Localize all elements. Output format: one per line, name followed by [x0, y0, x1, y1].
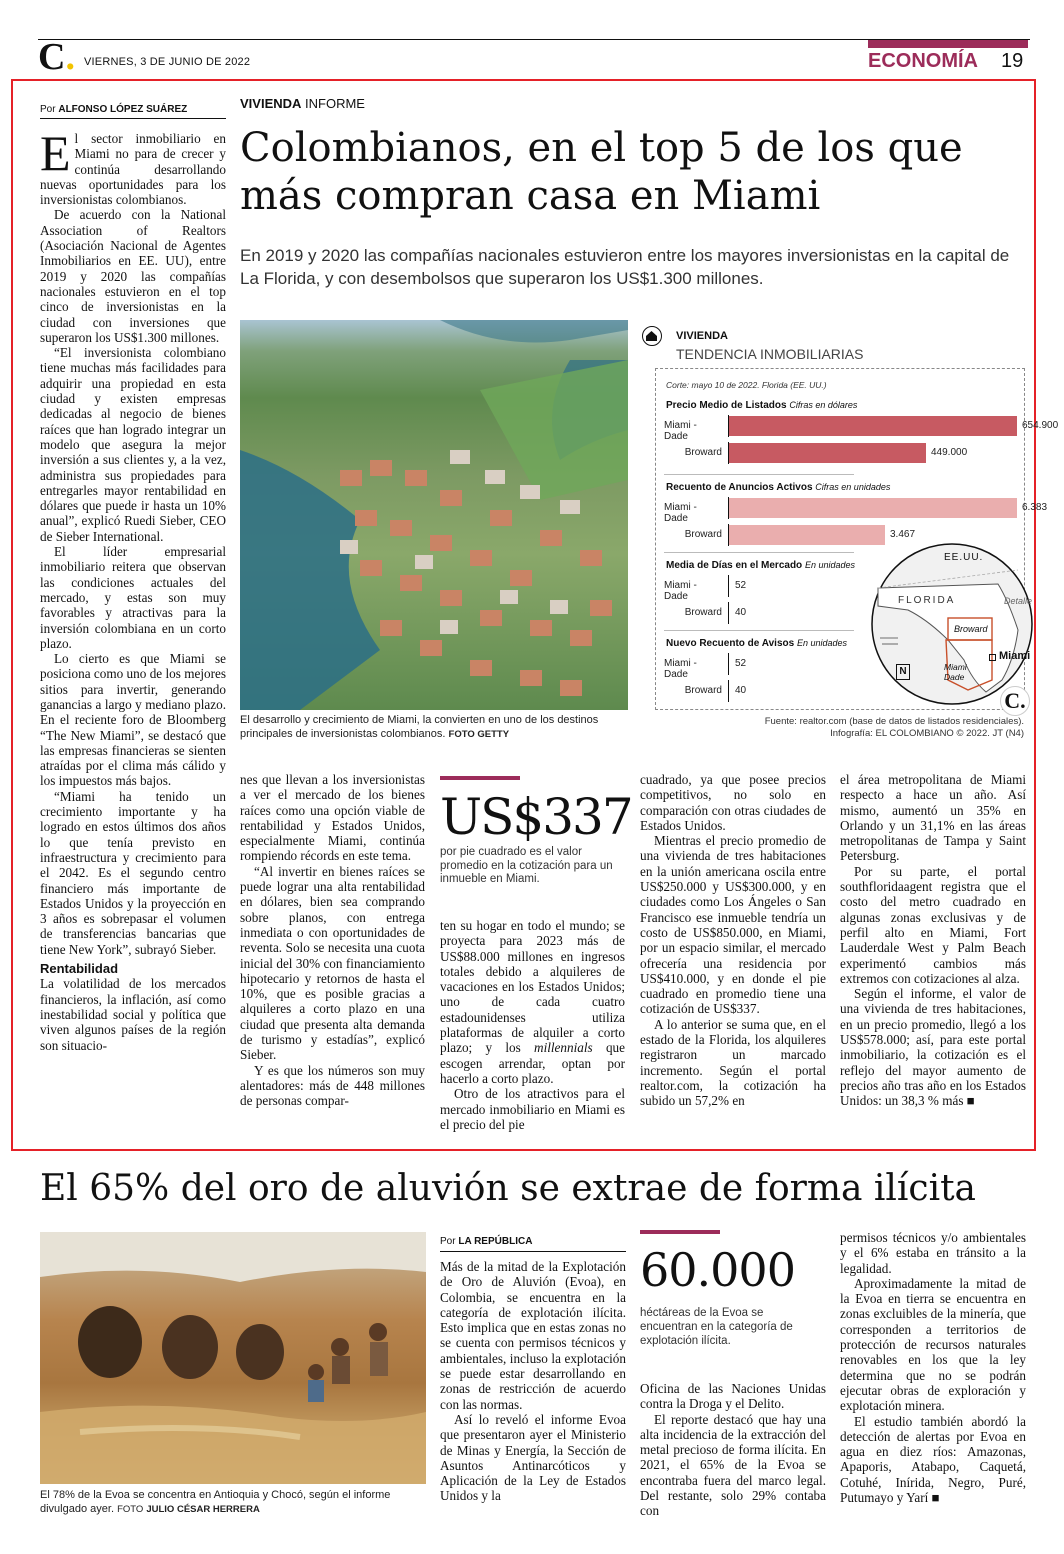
- chart-separator: [664, 474, 854, 475]
- byline: Por ALFONSO LÓPEZ SUÁREZ: [40, 104, 188, 115]
- article2-headline: El 65% del oro de aluvión se extrae de forma ilícita: [40, 1168, 977, 1209]
- article2-column-2: Oficina de las Naciones Unidas contra la Droga y el Delito. El reporte destacó que hay una alta incidencia de la extracción del metal precioso de forma ilícita. En 2021, el 65% de la Evoa se encontraba fuera del marco legal. Del restante, solo 29% contaba con: [640, 1381, 826, 1519]
- chart-category-label: Broward: [684, 685, 722, 696]
- chart-category-label: Miami - Dade: [664, 502, 697, 524]
- headline: Colombianos, en el top 5 de los que más compran casa en Miami: [240, 125, 963, 219]
- map-country-label: EE.UU.: [944, 552, 984, 563]
- chart-category-label: Miami - Dade: [664, 420, 697, 442]
- infographic-kicker: VIVIENDA: [676, 330, 728, 342]
- infographic-source: Fuente: realtor.com (base de datos de listados residenciales).: [764, 716, 1024, 727]
- miami-photo-caption: El desarrollo y crecimiento de Miami, la convierten en uno de los destinos principales de inversionistas colombianos. FOTO GETTY: [240, 714, 599, 740]
- florida-map: [868, 540, 1036, 708]
- chart-category-label: Miami - Dade: [664, 658, 697, 680]
- chart-separator: [664, 552, 854, 553]
- deck: En 2019 y 2020 las compañías nacionales estuvieron entre los mayores inversionistas en la capital de La Florida, y con desembolsos que superaron los US$1.300 millones.: [240, 246, 1010, 288]
- chart-separator: [664, 630, 854, 631]
- miami-marker-icon: [989, 654, 996, 661]
- infographic-house-icon: [642, 326, 662, 346]
- map-detail-label: Detalle: [1004, 596, 1033, 606]
- page-number: 19: [1001, 50, 1024, 72]
- chart-title: Media de Días en el Mercado En unidades: [666, 560, 855, 571]
- article2-pullquote-rule: [640, 1230, 720, 1234]
- chart-category-label: Broward: [684, 607, 722, 618]
- chart-bar: [729, 416, 1017, 436]
- chart-title: Precio Medio de Listados Cifras en dólares: [666, 400, 858, 411]
- article2-column-1: Más de la mitad de la Explotación de Oro de Aluvión (Evoa), en Colombia, se encuentra en la categoría de explotación ilícita. Esto implica que en estas zonas no se cuenta con permisos técnicos y ambientales, incluso la explotación se puede estar desarrollando en zonas de restricción de acuerdo con las normas. Así lo reveló el informe Evoa que presentaron ayer el Ministerio de Minas y Energía, la Sección de Asuntos Antinarcóticos y Aplicación de la Ley de Estados Unidos y la: [440, 1259, 626, 1504]
- header-date: VIERNES, 3 DE JUNIO DE 2022: [84, 56, 251, 68]
- chart-category-label: Miami - Dade: [664, 580, 697, 602]
- chart-category-label: Broward: [684, 447, 722, 458]
- chart-axis-tick: [728, 602, 729, 624]
- gold-mining-photo: [40, 1232, 426, 1484]
- pullquote-rule: [440, 776, 520, 780]
- chart-bar: [729, 498, 1017, 518]
- chart-value-label: 6.383: [1022, 502, 1048, 513]
- chart-title: Recuento de Anuncios Activos Cifras en unidades: [666, 482, 891, 493]
- article1-column-5: el área metropolitana de Miami respecto a hace un año. Así mismo, aumentó un 35% en Orlando y un 31,1% en las áreas metropolitanas de Tampa y Saint Petersburg. Por su parte, el portal southfloridaagent registra que el costo del metro cuadrado en algunas zonas exclusivas y de perfil alto en Miami, Fort Lauderdale West y Palm Beach experimentó cambios más extremos con cotizaciones al alza. Según el informe, el valor de una vivienda de tres habitaciones, en un precio promedio, llegó a los US$578.000; así, para este portal inmobiliario, la cotización es el reflejo del mayor aumento de precios año tras año en los Estados Unidos: un 38,3 % más ■: [840, 772, 1026, 1109]
- infographic-credit: Infografía: EL COLOMBIANO © 2022. JT (N4): [830, 728, 1024, 739]
- article1-column-3: ten su hogar en todo el mundo; se proyecta para 2023 más de US$88.000 millones en ingresos totales debido a alquileres de vacaciones en los Estados Unidos; uno de cada cuatro estadounidenses utiliza plataformas de alquiler a corto plazo; y los millennials que escogen arrendar, optan por hacerlo a corto plazo. Otro de los atractivos para el mercado inmobiliario en Miami es el precio del pie: [440, 918, 625, 1132]
- chart-value-label: 40: [735, 607, 747, 618]
- article2-byline-rule: [440, 1251, 626, 1252]
- byline-rule: [40, 118, 226, 119]
- infographic-cut-note: Corte: mayo 10 de 2022. Florida (EE. UU.): [666, 380, 827, 390]
- article1-column-2: nes que llevan a los inversionistas a ver el mercado de los bienes raíces como una opción viable de rentabilidad y Estados Unidos, especialmente Miami, continúa rompiendo récords en este tema. “Al invertir en bienes raíces se puede lograr una alta rentabilidad en dólares, bien sea comprando sobre planos, con entrega inmediata o con oportunidades de reventa. Solo se necesita una cuota inicial del 30% con financiamiento hipotecario y retornos de hasta el 10%, que es posible gracias a alquileres a corto plazo en una ciudad que presenta alta demanda de turismo y estadías”, explicó Sieber. Y es que los números son muy alentadores: más de 448 millones de personas compar-: [240, 772, 425, 1109]
- photo-illustration: [240, 320, 628, 710]
- article2-pullquote-text: héctáreas de la Evoa se encuentran en la categoría de explotación ilícita.: [640, 1307, 793, 1347]
- chart-axis-tick: [728, 653, 729, 675]
- pullquote-number: US$337: [440, 788, 632, 846]
- chart-bar: [729, 443, 926, 463]
- miami-aerial-photo: [240, 320, 628, 710]
- map-broward-label: Broward: [954, 624, 988, 634]
- article2-pullquote-number: 60.000: [640, 1243, 795, 1297]
- map-city-label: Miami: [999, 650, 1031, 662]
- chart-title: Nuevo Recuento de Avisos En unidades: [666, 638, 848, 649]
- chart-axis-tick: [728, 680, 729, 702]
- article2-byline: Por LA REPÚBLICA: [440, 1236, 533, 1247]
- article2-column-3: permisos técnicos y/o ambientales y el 6% estaba en tránsito a la legalidad. Aproximadamente la mitad de la Evoa en tierra se encuentra en zonas excluibles de la minería, que corresponden a territorios de protección de recursos naturales renovables en los que la ley determina que no se podrán ejecutar obras de exploración y explotación minera. El estudio también abordó la detección de alertas por Evoa en agua en diez ríos: Amazonas, Apaporis, Atabapo, Caquetá, Cotuhé, Inírida, Negro, Puré, Putumayo y Yarí ■: [840, 1230, 1026, 1506]
- article1-column-1: El sector inmobiliario en Miami no para de crecer y continúa desarrollando nuevas oportunidades para los inversionistas colombianos. De acuerdo con la National Association of Realtors (Asociación Nacional de Agentes Inmobiliarios en EE. UU), entre 2019 y 2020 las compañías nacionales estuvieron en el top cinco de inversionistas en la ciudad con inversiones que superaron los US$1.300 millones. “El inversionista colombiano tiene muchas más facilidades para adquirir una propiedad en esta ciudad y existen empresas dedicadas al negocio de bienes raíces que han logrado integrar un modelo que asegura la mejor inversión a sus clientes y, a la vez, administra sus propiedades para entregarles mayor rentabilidad en dólares que puede ir hasta un 10% anual”, explicó Ruedi Sieber, CEO de Sieber International. El líder empresarial inmobiliario reitera que observan las condiciones actuales del mercado, y estas son muy favorables y atractivas para la inversión colombiana en un corto plazo. Lo cierto es que Miami se posiciona como uno de los mejores sitios para invertir, generando ganancias a largo y mediano plazo. En el reciente foro de Bloomberg “The New Miami”, se destacó que las empresas financieras se sienten atraídas por el clima más cálido y los impuestos más bajos. “Miami ha tenido un crecimiento importante y ha logrado en estos últimos dos años lo que tenía previsto en infraestructura y crecimiento para el 2042. Es el segundo centro financiero más importante de Estados Unidos y la proyección en 3 años es sobrepasar el volumen de transferencias bancarias que tiene New York”, subrayó Sieber. Rentabilidad La volatilidad de los mercados financieros, la inflación, así como inestabilidad social y política que viven algunos países de la región son situacio-: [40, 125, 226, 1053]
- map-state-label: FLORIDA: [898, 595, 956, 606]
- logo: C.: [38, 36, 75, 78]
- drop-cap: E: [40, 125, 71, 181]
- section-marker: [868, 40, 1028, 48]
- chart-bar: [729, 525, 885, 545]
- chart-value-label: 52: [735, 658, 747, 669]
- pullquote-text: por pie cuadrado es el valor promedio en la cotización para un inmueble en Miami.: [440, 846, 613, 885]
- chart-value-label: 52: [735, 580, 747, 591]
- chart-value-label: 3.467: [890, 529, 916, 540]
- chart-value-label: 449.000: [931, 447, 968, 458]
- section-name: ECONOMÍA: [868, 50, 978, 72]
- kicker: VIVIENDA INFORME: [240, 96, 365, 111]
- infographic-title: TENDENCIA INMOBILIARIAS: [676, 346, 864, 362]
- elcolombiano-badge-icon: C.: [1000, 686, 1030, 716]
- chart-axis-tick: [728, 575, 729, 597]
- article1-column-4: cuadrado, ya que posee precios competitivos, no solo en comparación con otras ciudades de Estados Unidos. Mientras el precio promedio de una vivienda de tres habitaciones en la unión americana oscila entre US$250.000 y US$300.000, y en ciudades como Los Ángeles o San Francisco ese inmueble tendría un costo de US$850.000, en Miami, por un espacio similar, el mercado ofrecería una residencia por US$410.000, y en donde el pie cuadrado en promedio tiene una cotización de US$337. A lo anterior se suma que, en el estado de la Florida, los alquileres registraron un marcado incremento. Según el portal realtor.com, la cotización ha subido un 57,2% en: [640, 772, 826, 1109]
- gold-photo-caption: El 78% de la Evoa se concentra en Antioquia y Chocó, según el informe divulgado ayer. FOTO JULIO CÉSAR HERRERA: [40, 1489, 391, 1515]
- chart-value-label: 40: [735, 685, 747, 696]
- photo-illustration: [40, 1232, 426, 1484]
- map-miami-dade-label: Miami Dade: [944, 662, 967, 682]
- chart-value-label: 654.900: [1022, 420, 1059, 431]
- north-arrow-icon: N: [896, 664, 910, 680]
- subhead: Rentabilidad: [40, 961, 119, 977]
- chart-category-label: Broward: [684, 529, 722, 540]
